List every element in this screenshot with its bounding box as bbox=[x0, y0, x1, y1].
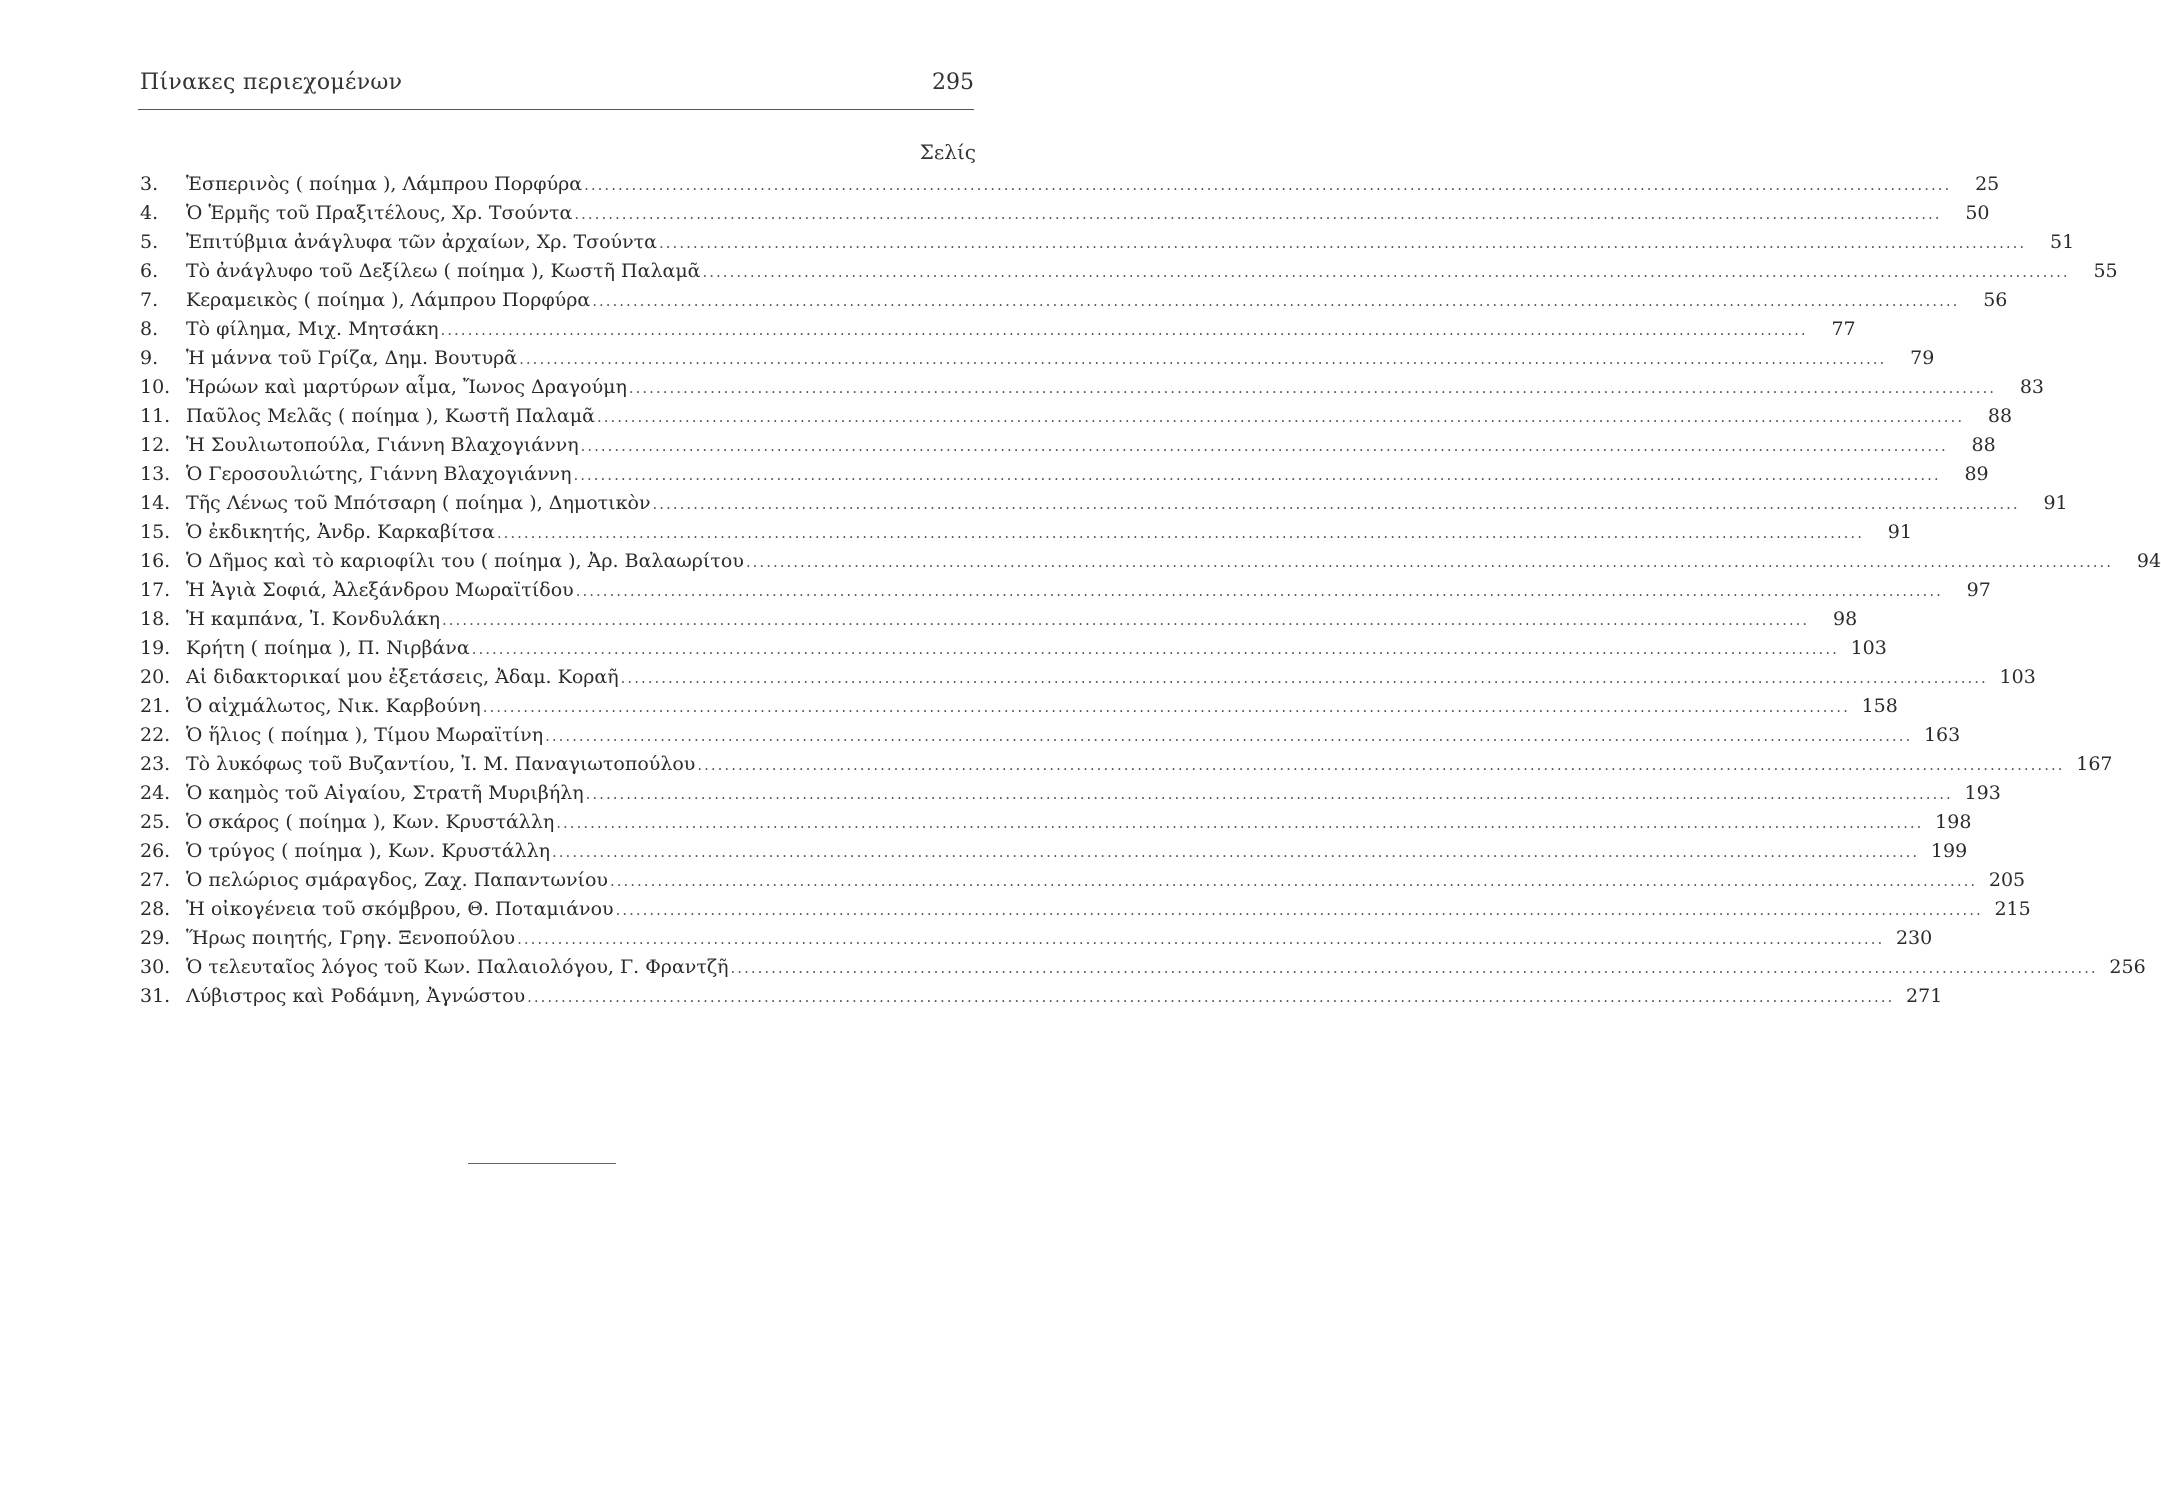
toc-entry-title: Ὁ ἐκδικητής, Ἀνδρ. Καρκαβίτσα bbox=[186, 521, 495, 543]
toc-entry bbox=[140, 634, 1887, 663]
toc-entry-number: 27. bbox=[140, 869, 171, 891]
toc-entry bbox=[140, 402, 2013, 431]
toc-entry-title: Ὁ Ἑρμῆς τοῦ Πραξιτέλους, Χρ. Τσούντα bbox=[186, 202, 573, 224]
page-number: 295 bbox=[932, 70, 974, 95]
toc-entry-title: Ὁ ἥλιος ( ποίημα ), Τίμου Μωραϊτίνη bbox=[186, 724, 544, 746]
toc-entry-title: Ὁ αἰχμάλωτος, Νικ. Καρβούνη bbox=[186, 695, 481, 717]
toc-entry-number: 25. bbox=[140, 811, 171, 833]
toc-entry-page: 77 bbox=[1831, 318, 1856, 340]
toc-entry-number: 23. bbox=[140, 753, 171, 775]
toc-entry-title: Παῦλος Μελᾶς ( ποίημα ), Κωστῆ Παλαμᾶ bbox=[186, 405, 595, 427]
dot-leader bbox=[586, 780, 1953, 809]
toc-entry bbox=[140, 460, 1989, 489]
toc-entry-title: Ὁ καημὸς τοῦ Αἰγαίου, Στρατῆ Μυριβήλη bbox=[186, 782, 584, 804]
toc-entry bbox=[140, 750, 2113, 779]
dot-leader bbox=[556, 809, 1923, 838]
toc-entry-title: Κρήτη ( ποίημα ), Π. Νιρβάνα bbox=[186, 637, 470, 659]
toc-entry-page: 167 bbox=[2076, 753, 2113, 775]
dot-leader bbox=[574, 200, 1941, 229]
toc-entry-page: 193 bbox=[1964, 782, 2001, 804]
toc-entry-page: 97 bbox=[1966, 579, 1991, 601]
dot-leader bbox=[584, 171, 1951, 200]
toc-entry-number: 15. bbox=[140, 521, 171, 543]
toc-entry-title: Ἡ καμπάνα, Ἰ. Κονδυλάκη bbox=[186, 608, 441, 630]
toc-entry-number: 17. bbox=[140, 579, 171, 601]
toc-entry-number: 8. bbox=[140, 318, 159, 340]
toc-entry-page: 50 bbox=[1965, 202, 1990, 224]
toc-entry-number: 5. bbox=[140, 231, 159, 253]
dot-leader bbox=[731, 954, 2098, 983]
toc-entry bbox=[140, 373, 2045, 402]
toc-entry bbox=[140, 605, 1858, 634]
toc-entry-page: 91 bbox=[1887, 521, 1912, 543]
dot-leader bbox=[442, 606, 1809, 635]
toc-entry-title: Τῆς Λένως τοῦ Μπότσαρη ( ποίημα ), Δημοτικὸν bbox=[186, 492, 651, 514]
toc-entry bbox=[140, 286, 2008, 315]
dot-leader bbox=[581, 432, 1948, 461]
dot-leader bbox=[472, 635, 1839, 664]
toc-entry bbox=[140, 692, 1898, 721]
toc-entry bbox=[140, 257, 2118, 286]
toc-entry-title: Ὁ πελώριος σμάραγδος, Ζαχ. Παπαντωνίου bbox=[186, 869, 608, 891]
dot-leader bbox=[659, 229, 2026, 258]
toc-entry-title: Τὸ λυκόφως τοῦ Βυζαντίου, Ἰ. Μ. Παναγιωτοπούλου bbox=[186, 753, 696, 775]
dot-leader bbox=[576, 577, 1943, 606]
toc-entry bbox=[140, 431, 1996, 460]
toc-entry bbox=[140, 547, 2161, 576]
toc-entry bbox=[140, 837, 1968, 866]
toc-entry-page: 103 bbox=[1999, 666, 2036, 688]
dot-leader bbox=[519, 345, 1886, 374]
toc-entry-title: Ἐπιτύβμια ἀνάγλυφα τῶν ἀρχαίων, Χρ. Τσούντα bbox=[186, 231, 658, 253]
toc-entry-title: Ἥρως ποιητής, Γρηγ. Ξενοπούλου bbox=[186, 927, 516, 949]
toc-entry-page: 88 bbox=[1987, 405, 2013, 427]
toc-entry-number: 14. bbox=[140, 492, 171, 514]
toc-entry bbox=[140, 953, 2146, 982]
toc-entry-page: 199 bbox=[1930, 840, 1968, 862]
toc-entry-title: Ὁ τρύγος ( ποίημα ), Κων. Κρυστάλλη bbox=[186, 840, 551, 862]
toc-entry-number: 29. bbox=[140, 927, 171, 949]
toc-entry bbox=[140, 315, 1856, 344]
toc-entry bbox=[140, 808, 1972, 837]
toc-entry-page: 230 bbox=[1895, 927, 1933, 949]
dot-leader bbox=[597, 403, 1964, 432]
toc-entry-page: 56 bbox=[1983, 289, 2008, 311]
toc-entry-number: 4. bbox=[140, 202, 159, 224]
toc-entry-page: 25 bbox=[1975, 173, 2000, 195]
dot-leader bbox=[616, 896, 1983, 925]
dot-leader bbox=[573, 461, 1940, 490]
toc-entry bbox=[140, 721, 1961, 750]
end-rule bbox=[468, 1163, 616, 1164]
toc-entry-page: 103 bbox=[1850, 637, 1887, 659]
toc-entry-page: 51 bbox=[2049, 231, 2075, 253]
dot-leader bbox=[697, 751, 2064, 780]
toc-entry bbox=[140, 228, 2075, 257]
dot-leader bbox=[621, 664, 1988, 693]
running-title: Πίνακες περιεχομένων bbox=[140, 70, 403, 95]
dot-leader bbox=[527, 983, 1894, 1012]
dot-leader bbox=[653, 490, 2020, 519]
toc-entry-number: 7. bbox=[140, 289, 159, 311]
dot-leader bbox=[552, 838, 1919, 867]
toc-entry bbox=[140, 199, 1990, 228]
toc-entry-number: 12. bbox=[140, 434, 171, 456]
toc-entry-number: 22. bbox=[140, 724, 171, 746]
toc-entry-number: 26. bbox=[140, 840, 171, 862]
header-rule bbox=[138, 109, 974, 110]
toc-entry-number: 11. bbox=[140, 405, 171, 427]
toc-entry-title: Ὁ τελευταῖος λόγος τοῦ Κων. Παλαιολόγου, Γ. Φραντζῆ bbox=[186, 956, 729, 978]
toc-entry bbox=[140, 344, 1935, 373]
toc-entry-page: 83 bbox=[2019, 376, 2045, 398]
toc-entry-title: Ἡρώων καὶ μαρτύρων αἷμα, Ἴωνος Δραγούμη bbox=[186, 376, 627, 398]
toc-entry-page: 91 bbox=[2043, 492, 2068, 514]
toc-entry-number: 10. bbox=[140, 376, 171, 398]
toc-entry-number: 31. bbox=[140, 985, 171, 1007]
dot-leader bbox=[497, 519, 1864, 548]
dot-leader bbox=[483, 693, 1850, 722]
toc-entry-number: 19. bbox=[140, 637, 171, 659]
toc-entry-page: 94 bbox=[2136, 550, 2161, 572]
toc-entry bbox=[140, 982, 1943, 1011]
toc-entry-page: 88 bbox=[1971, 434, 1996, 456]
toc-entry-number: 21. bbox=[140, 695, 171, 717]
toc-entry-title: Λύβιστρος καὶ Ροδάμνη, Ἀγνώστου bbox=[186, 985, 526, 1007]
dot-leader bbox=[545, 722, 1912, 751]
toc-entry bbox=[140, 924, 1933, 953]
dot-leader bbox=[629, 374, 1996, 403]
toc-entry-title: Ἡ οἰκογένεια τοῦ σκόμβρου, Θ. Ποταμιάνου bbox=[186, 898, 614, 920]
table-of-contents bbox=[140, 170, 2161, 1011]
toc-entry-number: 18. bbox=[140, 608, 171, 630]
toc-entry-number: 3. bbox=[140, 173, 159, 195]
toc-entry-page: 98 bbox=[1832, 608, 1858, 630]
toc-entry-page: 215 bbox=[1994, 898, 2031, 920]
toc-entry-page: 256 bbox=[2109, 956, 2146, 978]
toc-entry-page: 158 bbox=[1861, 695, 1898, 717]
toc-entry bbox=[140, 170, 2000, 199]
toc-entry-page: 89 bbox=[1964, 463, 1989, 485]
toc-entry-number: 20. bbox=[140, 666, 171, 688]
toc-entry-page: 271 bbox=[1906, 985, 1943, 1007]
dot-leader bbox=[592, 287, 1959, 316]
toc-entry-number: 30. bbox=[140, 956, 171, 978]
toc-entry-title: Ὁ σκάρος ( ποίημα ), Κων. Κρυστάλλη bbox=[186, 811, 555, 833]
toc-entry-page: 55 bbox=[2093, 260, 2118, 282]
toc-entry-page: 163 bbox=[1923, 724, 1961, 746]
dot-leader bbox=[610, 867, 1977, 896]
toc-entry-title: Τὸ ἀνάγλυφο τοῦ Δεξίλεω ( ποίημα ), Κωστῆ Παλαμᾶ bbox=[186, 260, 701, 282]
toc-entry-number: 13. bbox=[140, 463, 171, 485]
toc-entry-title: Ἡ Σουλιωτοπούλα, Γιάννη Βλαχογιάννη bbox=[186, 434, 579, 456]
toc-entry bbox=[140, 895, 2031, 924]
toc-entry-title: Τὸ φίλημα, Μιχ. Μητσάκη bbox=[186, 318, 439, 340]
toc-entry-page: 79 bbox=[1910, 347, 1935, 369]
toc-entry bbox=[140, 489, 2068, 518]
dot-leader bbox=[441, 316, 1808, 345]
toc-entry-title: Ἡ μάννα τοῦ Γρίζα, Δημ. Βουτυρᾶ bbox=[186, 347, 518, 369]
toc-entry-number: 24. bbox=[140, 782, 171, 804]
dot-leader bbox=[746, 548, 2113, 577]
toc-entry bbox=[140, 518, 1912, 547]
toc-entry-title: Ἡ Ἁγιὰ Σοφιά, Ἀλεξάνδρου Μωραϊτίδου bbox=[186, 579, 574, 601]
toc-entry-number: 28. bbox=[140, 898, 171, 920]
page-column-label: Σελίς bbox=[919, 140, 976, 164]
toc-entry-title: Αἱ διδακτορικαί μου ἐξετάσεις, Ἀδαμ. Κοραῆ bbox=[186, 666, 619, 688]
toc-entry bbox=[140, 779, 2001, 808]
toc-entry-title: Ὁ Δῆμος καὶ τὸ καριοφίλι του ( ποίημα ), Ἀρ. Βαλαωρίτου bbox=[186, 550, 744, 572]
toc-entry-page: 205 bbox=[1988, 869, 2026, 891]
toc-entry-number: 9. bbox=[140, 347, 159, 369]
toc-entry-title: Κεραμεικὸς ( ποίημα ), Λάμπρου Πορφύρα bbox=[186, 289, 591, 311]
toc-entry bbox=[140, 663, 2036, 692]
toc-entry-page: 198 bbox=[1935, 811, 1972, 833]
dot-leader bbox=[517, 925, 1884, 954]
toc-entry-number: 6. bbox=[140, 260, 159, 282]
toc-entry bbox=[140, 866, 2026, 895]
dot-leader bbox=[703, 258, 2070, 287]
toc-entry-number: 16. bbox=[140, 550, 171, 572]
toc-entry-title: Ἑσπερινὸς ( ποίημα ), Λάμπρου Πορφύρα bbox=[186, 173, 583, 195]
toc-entry bbox=[140, 576, 1991, 605]
toc-entry-title: Ὁ Γεροσουλιώτης, Γιάννη Βλαχογιάννη bbox=[186, 463, 572, 485]
